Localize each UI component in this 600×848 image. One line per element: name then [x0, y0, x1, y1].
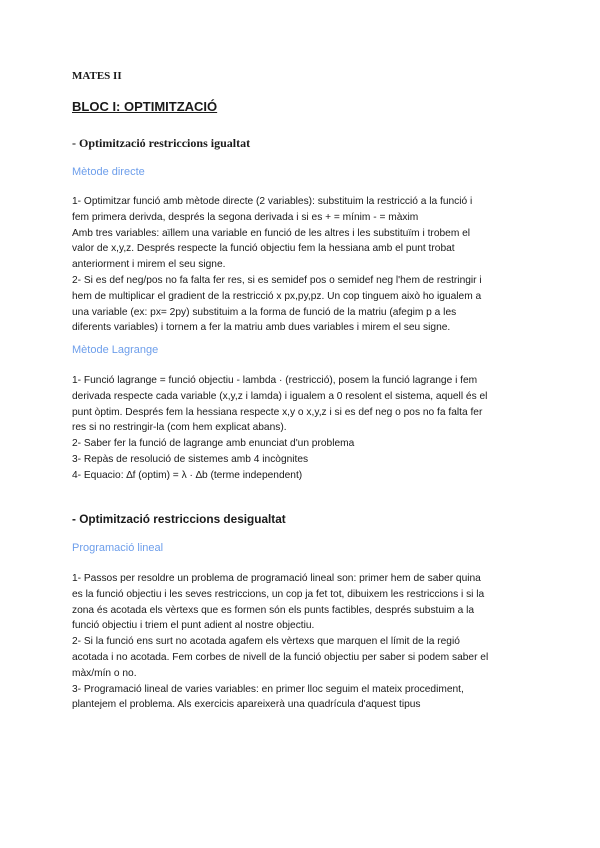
- text-line: diferents variables) i tornem a fer la matriu amb dues variables i mirem el seu signe.: [72, 322, 451, 334]
- text-line: 4- Equacio: ∆f (optim) = λ · ∆b (terme independent): [72, 469, 303, 481]
- paragraph-programacio-lineal: [72, 571, 534, 713]
- section-heading-desigualtat: - Optimització restriccions desigualtat: [72, 512, 286, 526]
- subsection-title-metode-directe: Mètode directe: [72, 166, 145, 178]
- text-line: una variable (ex: px= 2py) substituim a la forma de funció de la matriu (afegim p a les: [72, 306, 457, 318]
- text-line: es la funció objectiu i les seves restriccions, un cop ja fet tot, dibuixem les restriccions i si la: [72, 588, 485, 600]
- subsection-title-programacio-lineal: Programació lineal: [72, 542, 164, 554]
- subsection-title-metode-lagrange: Mètode Lagrange: [72, 344, 159, 356]
- text-line: valor de x,y,z. Després respecte la funció objectiu fem la hessiana amb el punt trobat: [72, 243, 455, 255]
- text-line: 2- Si es def neg/pos no fa falta fer res, si es semidef pos o semidef neg l'hem de restringir i: [72, 274, 482, 286]
- text-line: hem de multiplicar el gradient de la restricció x px,py,pz. Un cop tinguem això ho igualem a: [72, 290, 482, 302]
- text-line: 1- Passos per resoldre un problema de programació lineal son: primer hem de saber quina: [72, 573, 481, 584]
- text-line: 1- Funció lagrange = funció objectiu - lambda · (restricció), posem la funció lagrange i fem: [72, 375, 478, 386]
- text-line: 3- Repàs de resolució de sistemes amb 4 incògnites: [72, 453, 309, 465]
- text-line: fem primera derivda, després la segona derivada i si es + = mínim - = màxim: [72, 211, 419, 223]
- bloc-title: BLOC I: OPTIMITZACIÓ: [72, 99, 218, 114]
- text-line: Amb tres variables: aïllem una variable en funció de les altres i les substituïm i trobem el: [72, 227, 471, 239]
- text-line: funció objectiu i triem el punt adient al nostre objectiu.: [72, 620, 315, 632]
- paragraph-metode-directe: [72, 194, 534, 336]
- section-heading-igualtat: - Optimització restriccions igualtat: [72, 136, 251, 150]
- text-line: punt òptim. Després fem la hessiana respecte x,y o x,y,z i si es def neg o pos no fa falta fer: [72, 406, 483, 418]
- text-line: acotada i no acotada. Fem corbes de nivell de la funció objectiu per saber si podem saber el: [72, 651, 489, 663]
- document-title: MATES II: [72, 70, 122, 82]
- text-line: 2- Saber fer la funció de lagrange amb enunciat d'un problema: [72, 438, 355, 450]
- paragraph-metode-lagrange: [72, 373, 534, 484]
- text-line: màx/mín o no.: [72, 667, 137, 679]
- text-line: 3- Programació lineal de varies variables: en primer lloc seguim el mateix procediment,: [72, 683, 464, 695]
- text-line: plantejem el problema. Als exercicis apareixerà una quadrícula d'aquest tipus: [72, 699, 421, 711]
- text-line: 1- Optimitzar funció amb mètode directe (2 variables): substituim la restricció a la funció i: [72, 196, 473, 207]
- text-line: 2- Si la funció ens surt no acotada agafem els vèrtexs que marquen el límit de la regió: [72, 636, 460, 648]
- text-line: res si no restringir-la (com hem explicat abans).: [72, 422, 287, 434]
- text-line: derivada respecte cada variable (x,y,z i lamda) i igualem a 0 resolent el sistema, aquell és el: [72, 390, 488, 402]
- text-line: anteriorment i mirem el seu signe.: [72, 259, 226, 271]
- text-line: zona és acotada els vèrtexs que es formen són els punts factibles, després substuim a la: [72, 604, 475, 616]
